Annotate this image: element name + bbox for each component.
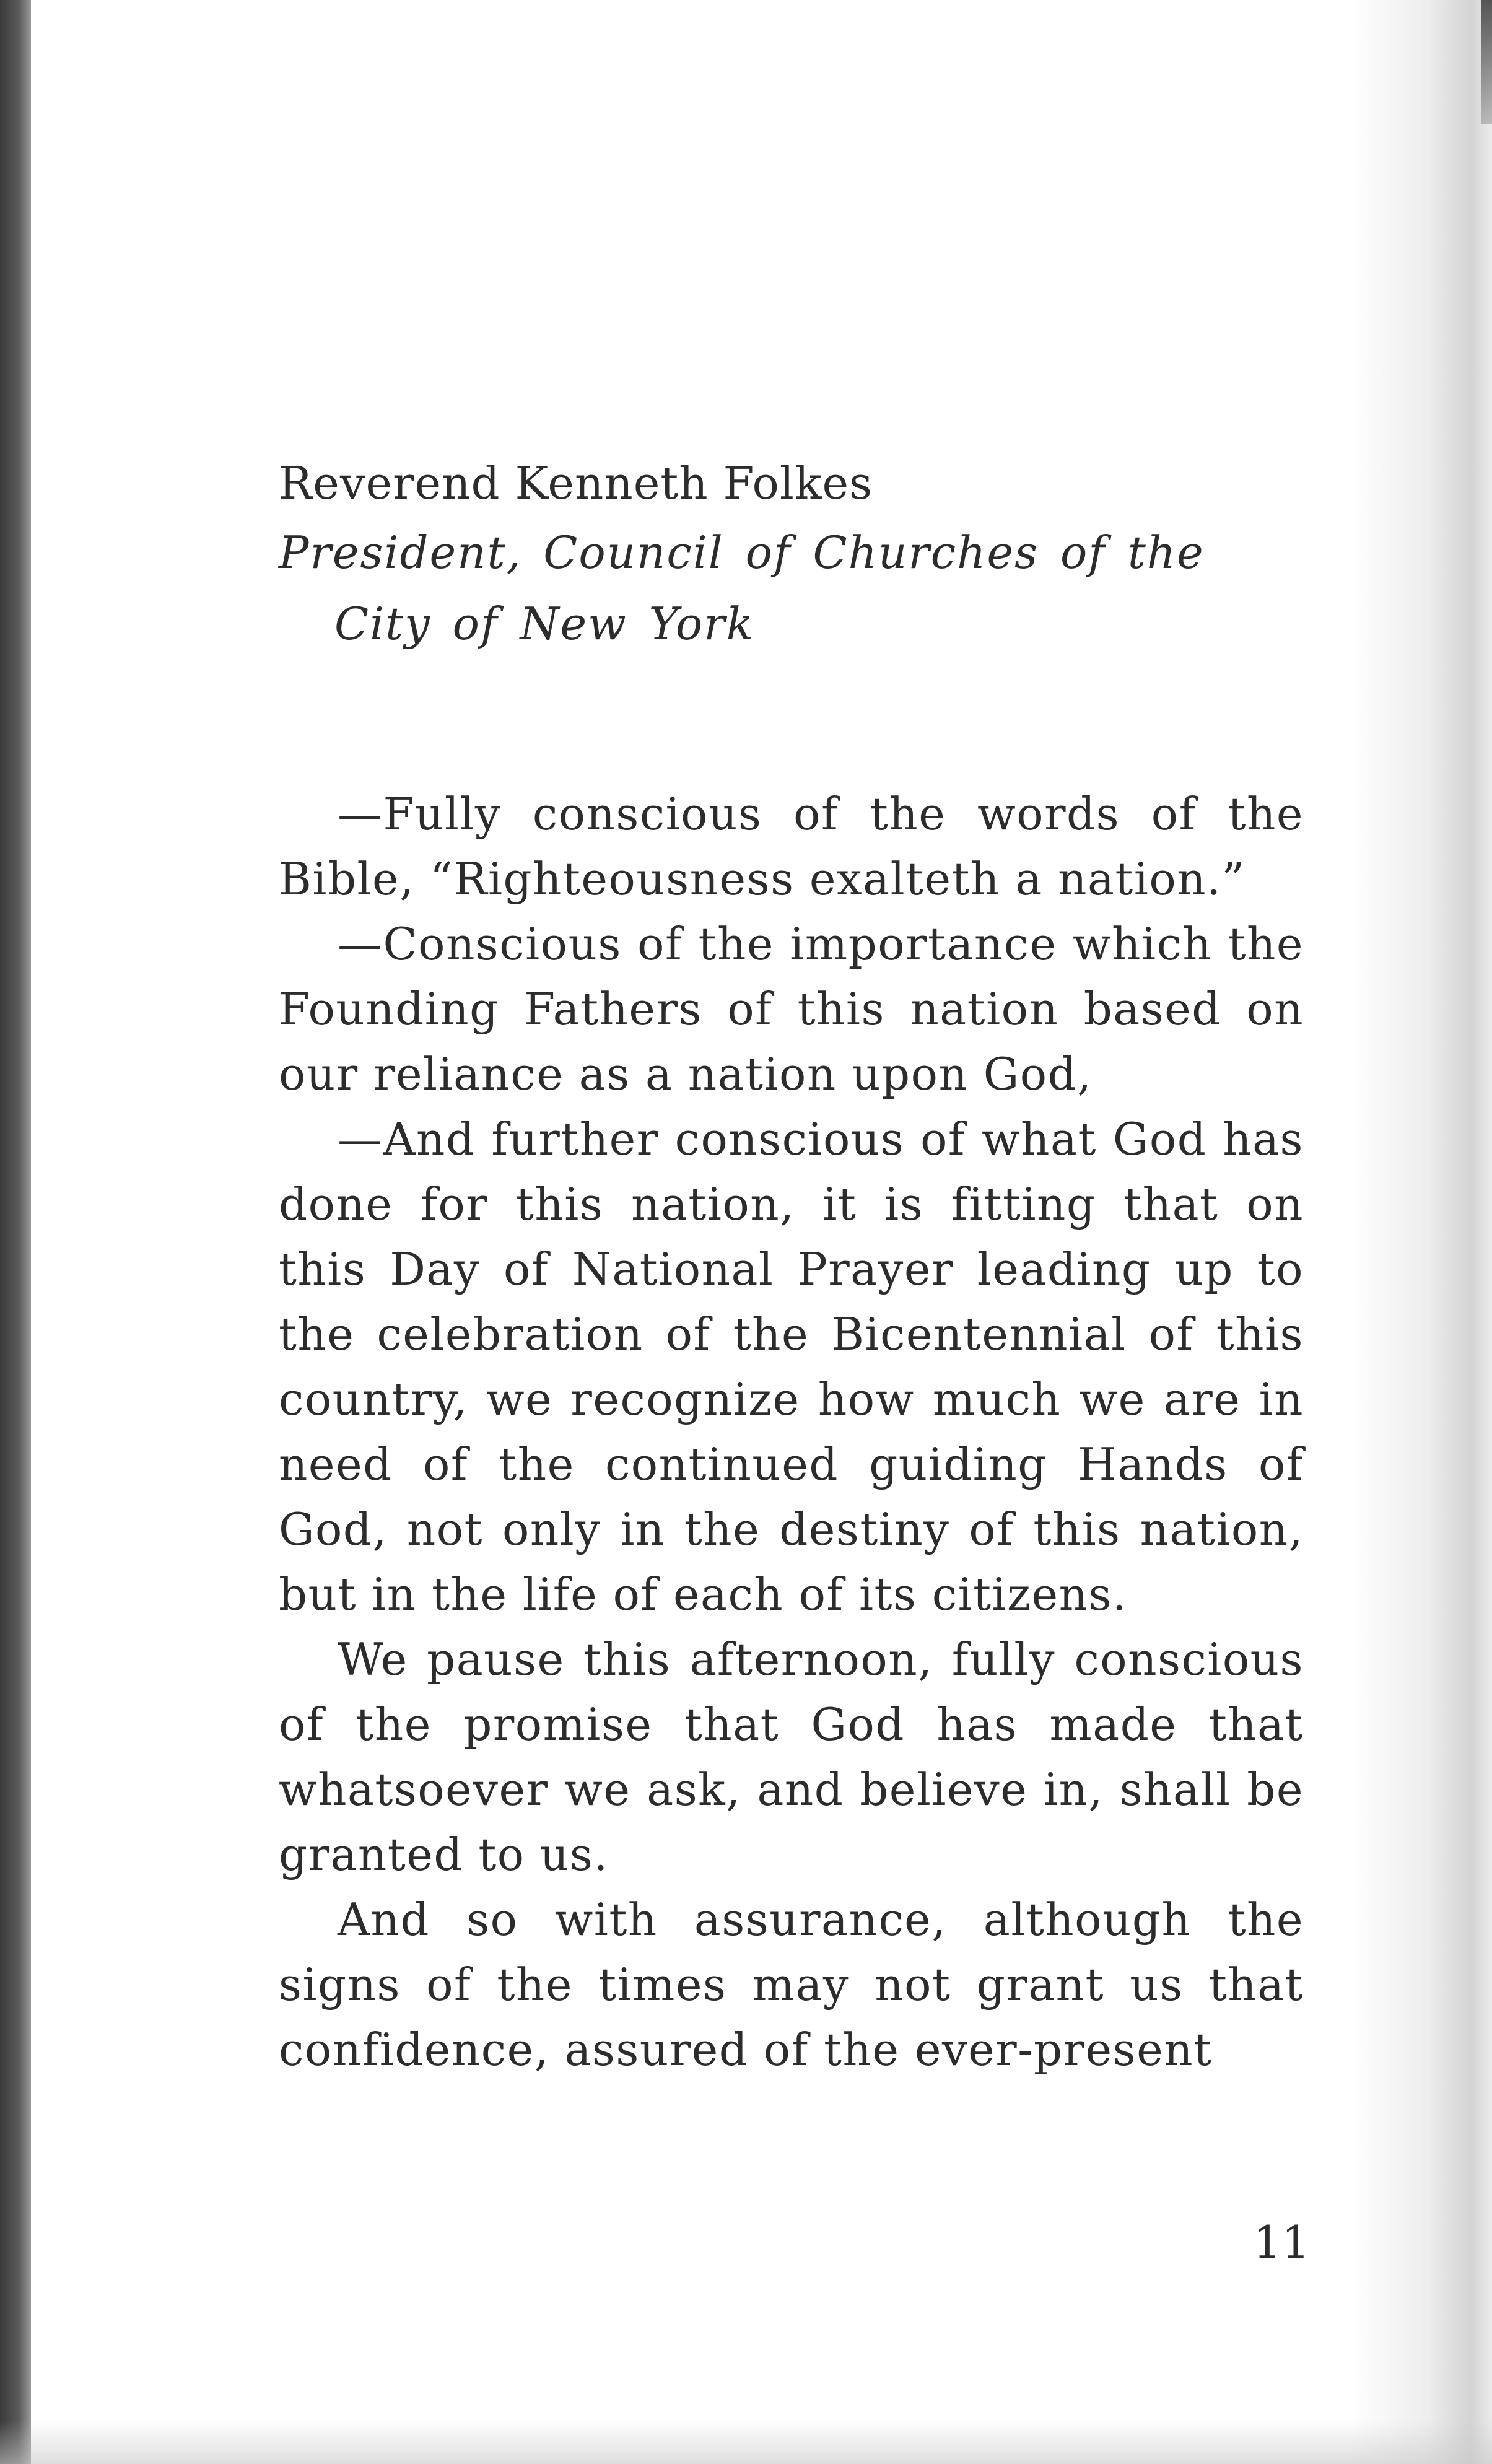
page-bottom-shadow xyxy=(0,2421,1492,2464)
page-number: 11 xyxy=(1253,2216,1310,2268)
prayer-body xyxy=(279,782,1304,2082)
paragraph: —Conscious of the importance which the Founding Fathers of this nation based on our reliance as a nation upon God, xyxy=(279,918,1304,1100)
speaker-header xyxy=(279,449,1301,660)
speaker-title: President, Council of Churches of the City of New York xyxy=(279,526,1205,650)
page-binding-edge xyxy=(0,0,31,2464)
paragraph: —Fully conscious of the words of the Bible, “Righteousness exalteth a nation.” xyxy=(279,788,1304,905)
paragraph: —And further conscious of what God has done for this nation, it is fitting that on this Day of National Prayer leading up to the celebration of the Bicentennial of this country, we recognize how much we are in need of the continued guiding Hands of God, not only in the destiny of this nation, but in the life of each of its citizens. xyxy=(279,1113,1304,1620)
paragraph: And so with assurance, although the signs of the times may not grant us that confidence, assured of the ever-present xyxy=(279,1894,1304,2076)
paragraph: We pause this afternoon, fully conscious of the promise that God has made that whatsoever we ask, and believe in, shall be granted to us. xyxy=(279,1633,1304,1881)
speaker-name: Reverend Kenneth Folkes xyxy=(279,457,873,509)
page-right-shadow xyxy=(1350,0,1492,2464)
page-corner-shadow xyxy=(1481,0,1492,124)
